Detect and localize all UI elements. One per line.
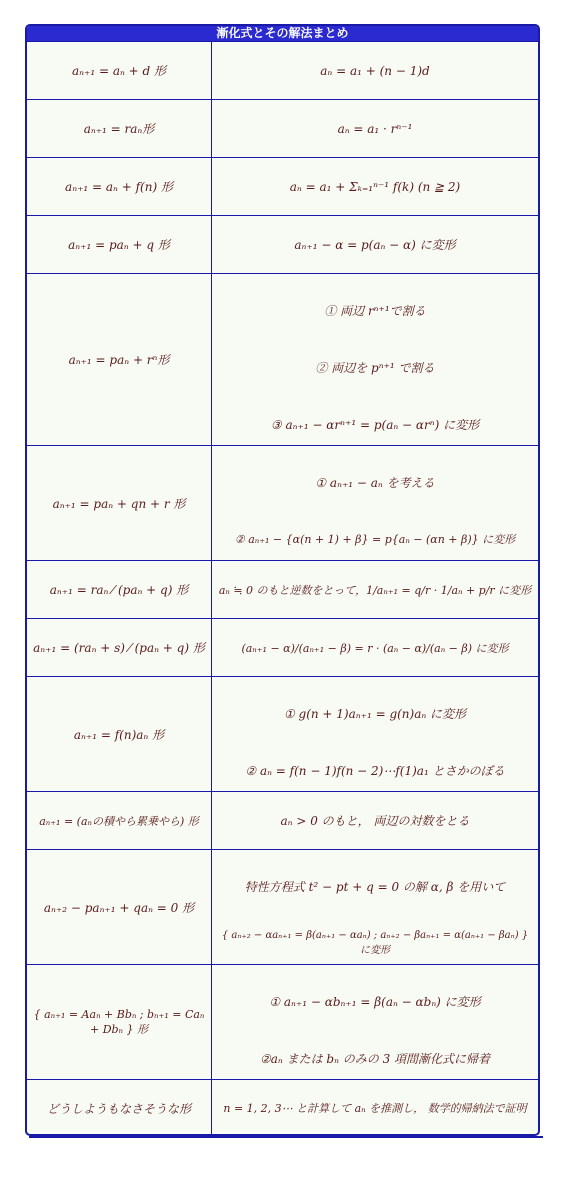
recurrence-form: aₙ₊₁ = f(n)aₙ 形	[27, 677, 212, 791]
solution-line: ① aₙ₊₁ − αbₙ₊₁ = β(aₙ − αbₙ) に変形	[269, 995, 481, 1009]
solution-cell	[212, 216, 538, 273]
recurrence-form: { aₙ₊₁ = Aaₙ + Bbₙ ; bₙ₊₁ = Caₙ + Dbₙ } 形	[27, 965, 212, 1079]
recurrence-form: aₙ₊₁ = aₙ + f(n) 形	[27, 158, 212, 215]
solution-cell	[212, 619, 538, 676]
solution-line: ① aₙ₊₁ − aₙ を考える	[315, 476, 435, 490]
solution-cell	[212, 965, 538, 1079]
table-row	[27, 618, 538, 676]
solution-cell	[212, 1080, 538, 1136]
solution-line: aₙ > 0 のもと， 両辺の対数をとる	[280, 814, 470, 828]
recurrence-form: どうしようもなさそうな形	[27, 1080, 212, 1136]
solution-line: ② aₙ = f(n − 1)f(n − 2)⋯f(1)a₁ とさかのぼる	[245, 764, 505, 778]
solution-cell	[212, 792, 538, 849]
recurrence-form: aₙ₊₁ = paₙ + rⁿ形	[27, 274, 212, 445]
recurrence-form: aₙ₊₁ = (raₙ + s) ⁄ (paₙ + q) 形	[27, 619, 212, 676]
solution-cell	[212, 274, 538, 445]
table-row	[27, 273, 538, 445]
recurrence-form: aₙ₊₁ = paₙ + qn + r 形	[27, 446, 212, 560]
solution-line: aₙ = a₁ + (n − 1)d	[320, 63, 430, 78]
solution-line: aₙ₊₁ − α = p(aₙ − α) に変形	[294, 238, 456, 252]
solution-line: ② 両辺を pⁿ⁺¹ で割る	[315, 361, 435, 375]
solution-cell	[212, 677, 538, 791]
recurrence-form: aₙ₊₁ = raₙ形	[27, 100, 212, 157]
solution-line: ②aₙ または bₙ のみの 3 項間漸化式に帰着	[259, 1052, 491, 1066]
recurrence-form: aₙ₊₂ − paₙ₊₁ + qaₙ = 0 形	[27, 850, 212, 964]
table-row	[27, 41, 538, 99]
table-title: 漸化式とその解法まとめ	[27, 26, 538, 41]
table-row	[27, 676, 538, 791]
table-row	[27, 215, 538, 273]
table-row	[27, 445, 538, 560]
solution-cell	[212, 100, 538, 157]
solution-cell	[212, 561, 538, 618]
solution-cell	[212, 158, 538, 215]
table-row	[27, 849, 538, 964]
solution-line: ① 両辺 rⁿ⁺¹で割る	[324, 304, 426, 318]
recurrence-form: aₙ₊₁ = paₙ + q 形	[27, 216, 212, 273]
solution-line: ③ aₙ₊₁ − αrⁿ⁺¹ = p(aₙ − αrⁿ) に変形	[270, 418, 480, 432]
table-row	[27, 560, 538, 618]
table-row	[27, 964, 538, 1079]
solution-cell	[212, 850, 538, 964]
table-row	[27, 1079, 538, 1136]
table-row	[27, 157, 538, 215]
solution-line: 特性方程式 t² − pt + q = 0 の解 α, β を用いて	[244, 880, 506, 894]
recurrence-form: aₙ₊₁ = raₙ ⁄ (paₙ + q) 形	[27, 561, 212, 618]
solution-cell	[212, 42, 538, 99]
solution-cell	[212, 446, 538, 560]
table-row	[27, 99, 538, 157]
solution-line: (aₙ₊₁ − α)/(aₙ₊₁ − β) = r · (aₙ − α)/(aₙ − β) に変形	[241, 641, 509, 655]
solution-line: ② aₙ₊₁ − {α(n + 1) + β} = p{aₙ − (αn + β)} に変形	[234, 533, 516, 546]
solution-line: aₙ ≒ 0 のもと逆数をとって，1/aₙ₊₁ = q/r · 1/aₙ + p/r に変形	[218, 583, 532, 597]
table-row	[27, 791, 538, 849]
frame-shadow	[29, 1136, 543, 1138]
summary-table	[25, 24, 540, 1136]
solution-line: { aₙ₊₂ − αaₙ₊₁ = β(aₙ₊₁ − αaₙ) ; aₙ₊₂ − βaₙ₊₁ = α(aₙ₊₁ − βaₙ) } に変形	[221, 930, 529, 956]
recurrence-form: aₙ₊₁ = (aₙの積やら累乗やら) 形	[27, 792, 212, 849]
solution-line: aₙ = a₁ · rⁿ⁻¹	[337, 121, 413, 136]
solution-line: n = 1, 2, 3⋯ と計算して aₙ を推測し， 数学的帰納法で証明	[223, 1102, 527, 1115]
solution-line: ① g(n + 1)aₙ₊₁ = g(n)aₙ に変形	[283, 707, 467, 721]
solution-line: aₙ = a₁ + Σₖ₌₁ⁿ⁻¹ f(k) (n ≧ 2)	[289, 179, 461, 194]
recurrence-form: aₙ₊₁ = aₙ + d 形	[27, 42, 212, 99]
